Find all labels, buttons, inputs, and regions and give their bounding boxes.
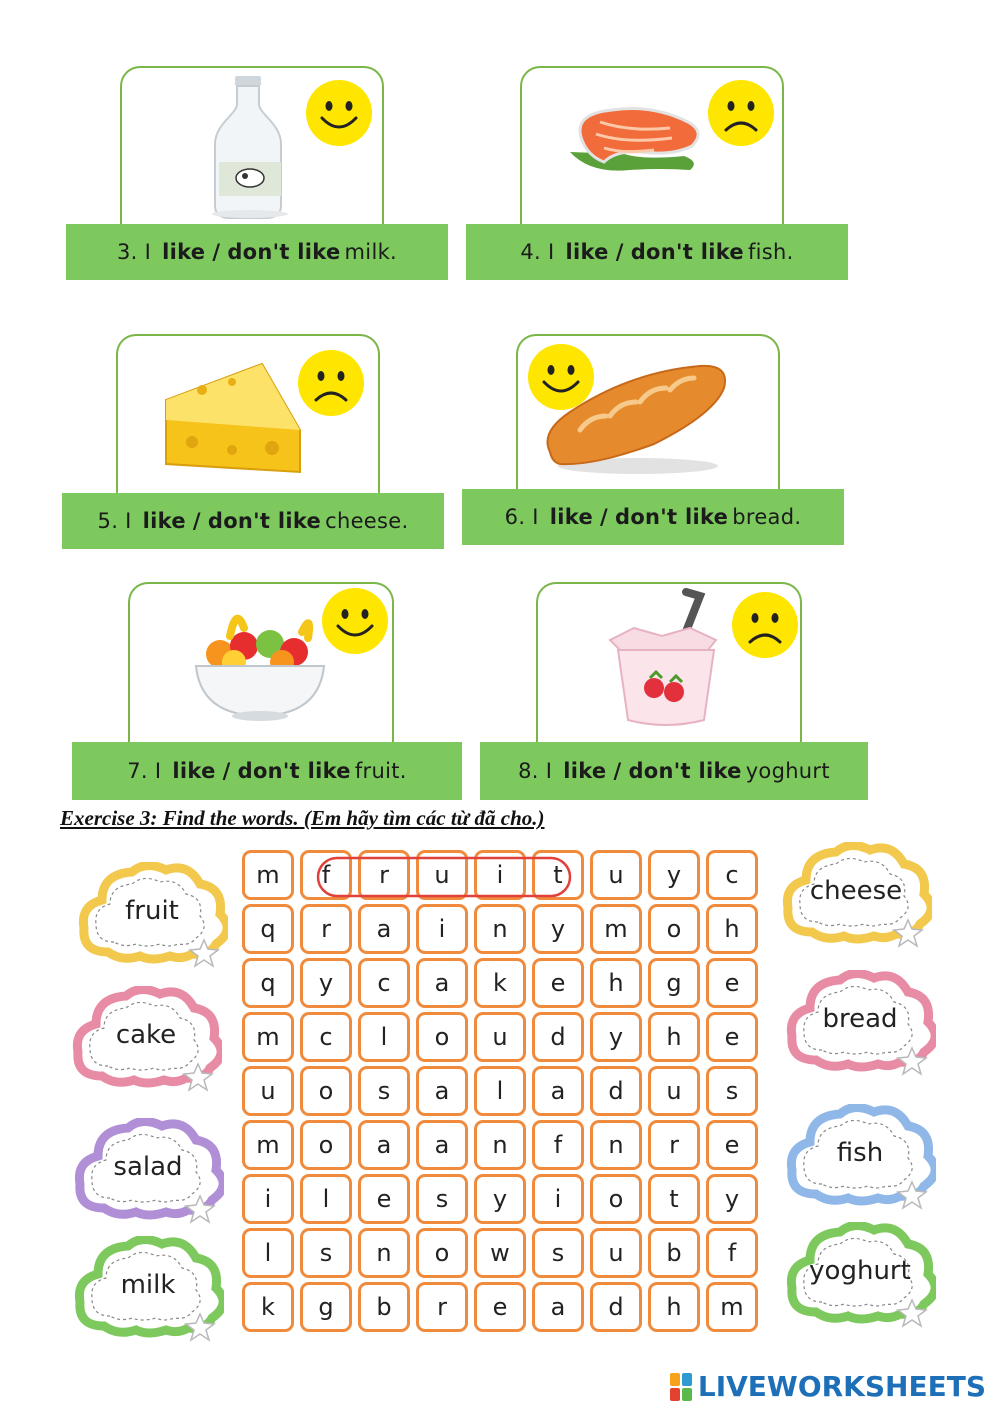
grid-cell[interactable]: s (532, 1228, 584, 1278)
happy-face-icon (304, 78, 374, 148)
pronoun: I (545, 759, 553, 783)
grid-cell[interactable]: i (532, 1174, 584, 1224)
grid-cell[interactable]: y (474, 1174, 526, 1224)
grid-cell[interactable]: e (706, 958, 758, 1008)
grid-cell[interactable]: h (590, 958, 642, 1008)
brand-name: LIVEWORKSHEETS (697, 1370, 986, 1403)
grid-cell[interactable]: y (300, 958, 352, 1008)
cloud-word: bread (822, 1004, 898, 1034)
grid-cell[interactable]: y (590, 1012, 642, 1062)
grid-cell[interactable]: e (706, 1120, 758, 1170)
grid-cell[interactable]: k (474, 958, 526, 1008)
separator: / (613, 759, 622, 783)
sentence-bar (462, 489, 844, 545)
sentence-bar (72, 742, 462, 800)
grid-cell[interactable]: q (242, 904, 294, 954)
grid-cell[interactable]: b (358, 1282, 410, 1332)
grid-cell[interactable]: n (474, 904, 526, 954)
grid-cell[interactable]: c (706, 850, 758, 900)
pronoun: I (154, 759, 162, 783)
grid-cell[interactable]: l (300, 1174, 352, 1224)
pronoun: I (548, 240, 555, 264)
pronoun: I (144, 240, 152, 264)
grid-cell[interactable]: q (242, 958, 294, 1008)
word-cloud-milk (74, 1236, 224, 1346)
grid-cell[interactable]: a (532, 1282, 584, 1332)
cloud-word: milk (120, 1270, 176, 1300)
grid-cell[interactable]: g (648, 958, 700, 1008)
cheese-wedge-image (162, 360, 304, 480)
grid-cell[interactable]: e (358, 1174, 410, 1224)
grid-cell[interactable]: n (358, 1228, 410, 1278)
grid-cell[interactable]: a (416, 958, 468, 1008)
grid-cell[interactable]: a (358, 904, 410, 954)
separator: / (600, 505, 608, 529)
grid-cell[interactable]: s (416, 1174, 468, 1224)
grid-cell[interactable]: t (648, 1174, 700, 1224)
pronoun: I (125, 509, 132, 533)
grid-cell[interactable]: m (242, 1012, 294, 1062)
grid-cell[interactable]: e (532, 958, 584, 1008)
grid-cell[interactable]: l (358, 1012, 410, 1062)
sentence-bar (66, 224, 448, 280)
dont-like-option[interactable]: don't like (615, 505, 729, 529)
food-word: fruit. (354, 759, 407, 783)
grid-cell[interactable]: i (242, 1174, 294, 1224)
grid-cell[interactable]: h (706, 904, 758, 954)
grid-cell[interactable]: m (242, 1120, 294, 1170)
grid-cell[interactable]: y (648, 850, 700, 900)
separator: / (192, 509, 201, 533)
grid-cell[interactable]: n (590, 1120, 642, 1170)
food-word: yoghurt (745, 759, 830, 783)
dont-like-option[interactable]: don't like (227, 240, 341, 264)
word-cloud-cake (72, 986, 222, 1096)
sad-face-icon (706, 78, 776, 148)
grid-cell[interactable]: l (242, 1228, 294, 1278)
grid-cell[interactable]: s (300, 1228, 352, 1278)
grid-cell[interactable]: m (590, 904, 642, 954)
like-option[interactable]: like (549, 505, 594, 529)
grid-cell[interactable]: s (358, 1066, 410, 1116)
grid-cell[interactable]: t (532, 850, 584, 900)
grid-cell[interactable]: u (242, 1066, 294, 1116)
word-cloud-cheese (782, 842, 932, 952)
like-option[interactable]: like (565, 240, 609, 264)
grid-cell[interactable]: o (648, 904, 700, 954)
grid-cell[interactable]: r (648, 1120, 700, 1170)
grid-cell[interactable]: r (416, 1282, 468, 1332)
grid-cell[interactable]: f (300, 850, 352, 900)
grid-cell[interactable]: o (416, 1228, 468, 1278)
grid-cell[interactable]: w (474, 1228, 526, 1278)
separator: / (615, 240, 624, 264)
grid-cell[interactable]: u (590, 850, 642, 900)
item-number: 4. (520, 240, 542, 264)
grid-cell[interactable]: m (706, 1282, 758, 1332)
grid-cell[interactable]: y (532, 904, 584, 954)
happy-face-icon (320, 586, 390, 656)
grid-cell[interactable]: u (648, 1066, 700, 1116)
cloud-word: cheese (809, 876, 903, 906)
like-option[interactable]: like (162, 240, 206, 264)
grid-cell[interactable]: k (242, 1282, 294, 1332)
like-option[interactable]: like (172, 759, 216, 783)
food-word: fish. (747, 240, 794, 264)
grid-cell[interactable]: d (590, 1066, 642, 1116)
grid-cell[interactable]: i (416, 904, 468, 954)
grid-cell[interactable]: d (590, 1282, 642, 1332)
dont-like-option[interactable]: don't like (207, 509, 322, 533)
sentence-bar (62, 493, 444, 549)
word-highlight-fruit (316, 852, 574, 902)
grid-cell[interactable]: s (706, 1066, 758, 1116)
happy-face-icon (526, 342, 596, 412)
item-number: 6. (504, 505, 526, 529)
separator: / (222, 759, 231, 783)
cloud-word: fish (836, 1138, 884, 1168)
item-number: 7. (127, 759, 148, 783)
grid-cell[interactable]: m (242, 850, 294, 900)
grid-cell[interactable]: d (532, 1012, 584, 1062)
like-option[interactable]: like (563, 759, 607, 783)
cloud-word: salad (113, 1152, 183, 1182)
cloud-word: yoghurt (809, 1256, 911, 1286)
grid-cell[interactable]: i (474, 850, 526, 900)
grid-cell[interactable]: b (648, 1228, 700, 1278)
grid-cell[interactable]: r (358, 850, 410, 900)
like-option[interactable]: like (142, 509, 186, 533)
grid-cell[interactable]: r (300, 904, 352, 954)
fruit-bowl-image (190, 596, 330, 722)
food-word: cheese. (325, 509, 409, 533)
sad-face-icon (296, 348, 366, 418)
salmon-steak-image (560, 100, 710, 180)
grid-cell[interactable]: a (358, 1120, 410, 1170)
word-cloud-yoghurt (786, 1222, 936, 1332)
cloud-word: fruit (125, 896, 179, 926)
exercise-heading: Exercise 3: Find the words. (Em hãy tìm các từ đã cho.) (60, 806, 545, 830)
word-cloud-fish (786, 1104, 936, 1214)
word-cloud-salad (74, 1118, 224, 1228)
grid-cell[interactable]: u (474, 1012, 526, 1062)
food-word: bread. (732, 505, 802, 529)
milk-bottle-image (205, 72, 295, 220)
dont-like-option[interactable]: don't like (630, 240, 744, 264)
brand-footer (670, 1370, 986, 1403)
grid-cell[interactable]: c (300, 1012, 352, 1062)
grid-cell[interactable]: h (648, 1012, 700, 1062)
sentence-bar (466, 224, 848, 280)
grid-cell[interactable]: c (358, 958, 410, 1008)
item-number: 3. (116, 240, 138, 264)
word-cloud-fruit (78, 862, 228, 972)
grid-cell[interactable]: y (706, 1174, 758, 1224)
grid-cell[interactable]: f (706, 1228, 758, 1278)
dont-like-option[interactable]: don't like (628, 759, 742, 783)
item-number: 5. (97, 509, 119, 533)
grid-cell[interactable]: g (300, 1282, 352, 1332)
liveworksheets-logo-icon (670, 1373, 692, 1401)
grid-cell[interactable]: e (706, 1012, 758, 1062)
grid-cell[interactable]: a (416, 1066, 468, 1116)
grid-cell[interactable]: o (416, 1012, 468, 1062)
grid-cell[interactable]: a (416, 1120, 468, 1170)
sentence-bar (480, 742, 868, 800)
grid-cell[interactable]: o (300, 1066, 352, 1116)
grid-cell[interactable]: u (590, 1228, 642, 1278)
grid-cell[interactable]: l (474, 1066, 526, 1116)
yoghurt-cup-image (602, 588, 732, 730)
word-cloud-bread (786, 970, 936, 1080)
food-word: milk. (344, 240, 398, 264)
sad-face-icon (730, 590, 800, 660)
cloud-word: cake (115, 1020, 177, 1050)
grid-cell[interactable]: n (474, 1120, 526, 1170)
grid-cell[interactable]: o (300, 1120, 352, 1170)
grid-cell[interactable]: u (416, 850, 468, 900)
item-number: 8. (518, 759, 539, 783)
grid-cell[interactable]: a (532, 1066, 584, 1116)
grid-cell[interactable]: h (648, 1282, 700, 1332)
grid-cell[interactable]: f (532, 1120, 584, 1170)
grid-cell[interactable]: e (474, 1282, 526, 1332)
separator: / (212, 240, 221, 264)
pronoun: I (532, 505, 539, 529)
dont-like-option[interactable]: don't like (237, 759, 351, 783)
grid-cell[interactable]: o (590, 1174, 642, 1224)
